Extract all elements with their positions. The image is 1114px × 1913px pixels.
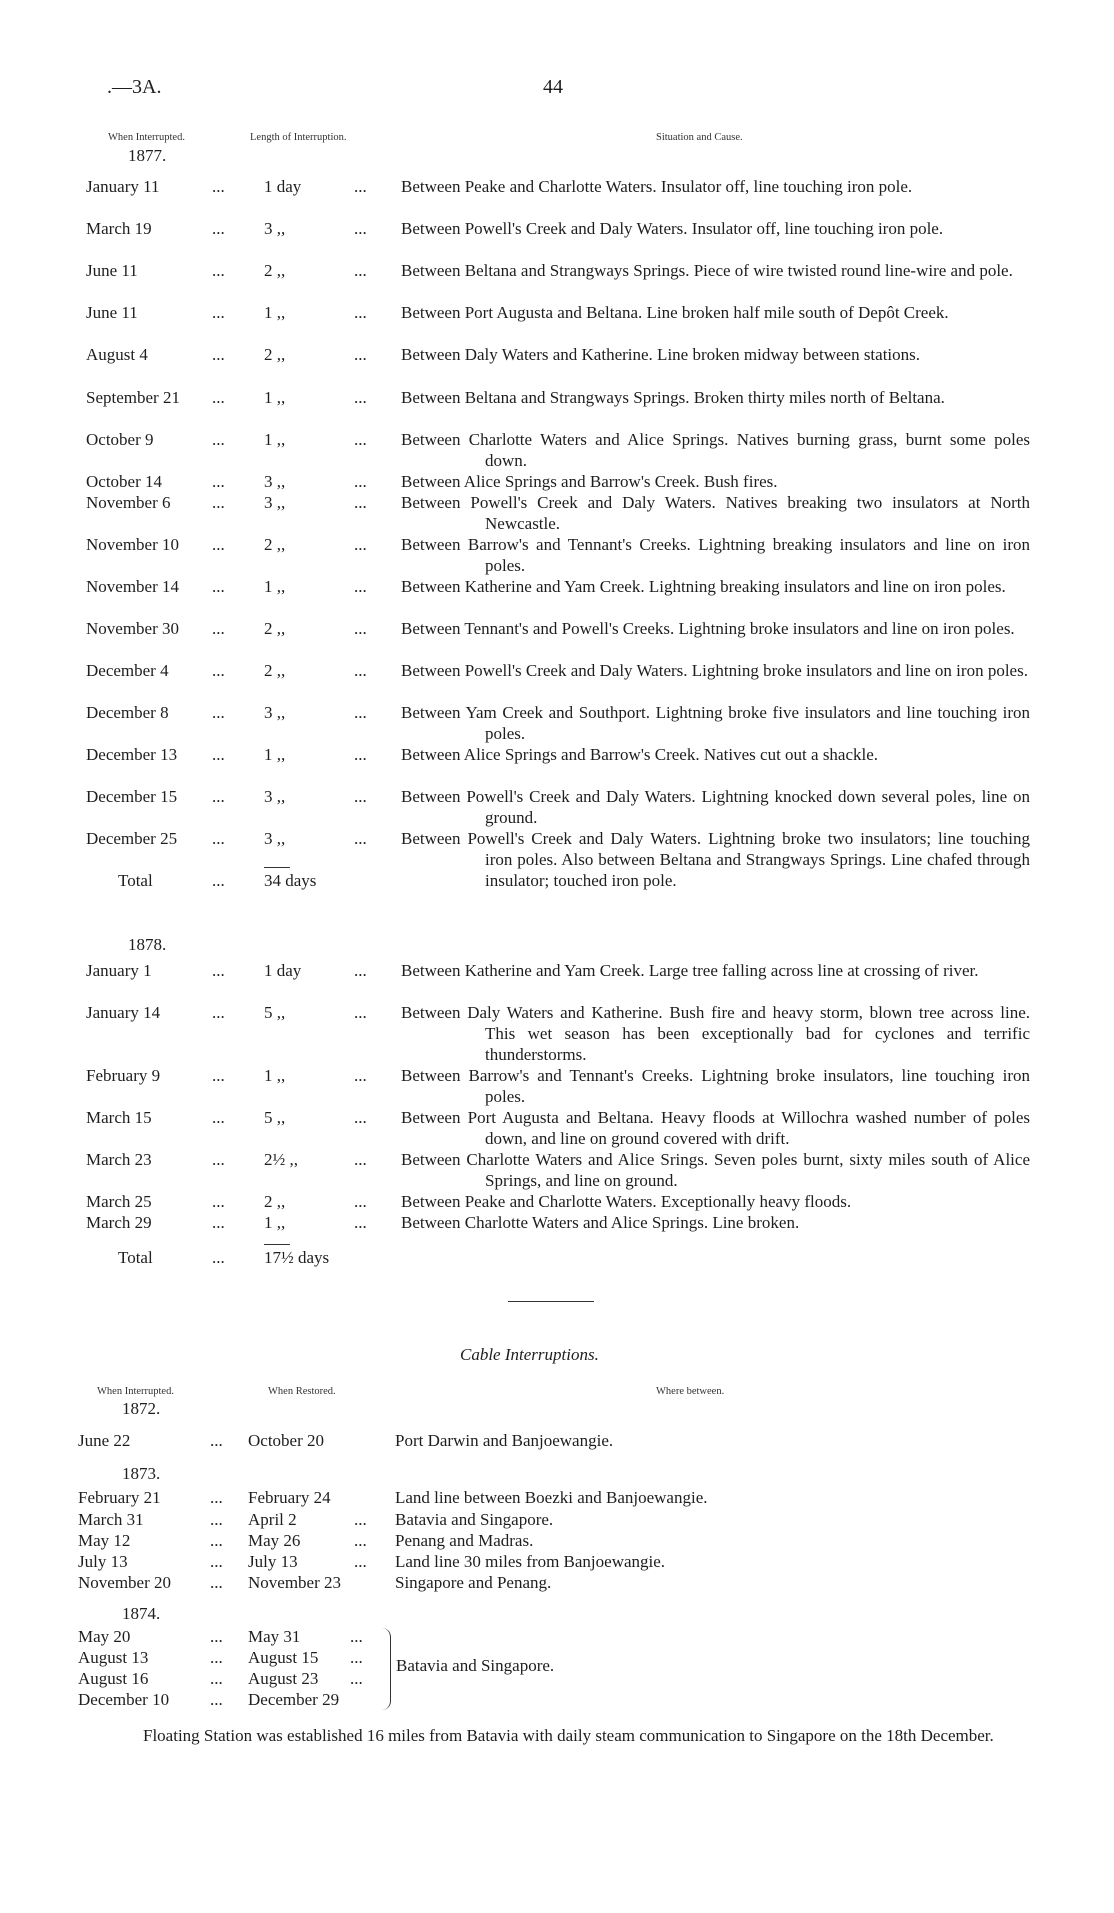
restored-date: May 31 — [248, 1627, 301, 1646]
table-row — [78, 1689, 340, 1710]
leader-dots: ... — [212, 661, 225, 680]
situation-cause: Between Powell's Creek and Daly Waters. Lightning broke insulators and line on iron poles. — [401, 661, 1028, 680]
leader-dots: ... — [354, 577, 367, 596]
situation-cause: Between Powell's Creek and Daly Waters. Insulator off, line touching iron pole. — [401, 219, 944, 238]
leader-dots: ... — [212, 1108, 225, 1127]
restored-date: July 13 — [248, 1552, 298, 1571]
leader-dots: ... — [354, 219, 367, 238]
table-row — [78, 1487, 708, 1508]
table-row — [86, 429, 1030, 471]
restored-date: December 29 — [248, 1690, 340, 1709]
table-row — [78, 1626, 363, 1647]
interrupted-date: February 21 — [78, 1488, 161, 1507]
leader-dots: ... — [354, 661, 367, 680]
situation-cause: Between Powell's Creek and Daly Waters. Lightning broke two insulators; line touching iron poles. Also between Beltana and Strangways Springs. Line chafed through insulator; touched iron pole. — [401, 829, 1030, 890]
interruption-length: 2 ,, — [264, 661, 286, 680]
table-row — [86, 260, 1030, 281]
leader-dots: ... — [354, 703, 367, 722]
leader-dots: ... — [212, 493, 225, 512]
interrupted-date: May 20 — [78, 1627, 131, 1646]
table-row — [86, 471, 1030, 492]
leader-dots: ... — [212, 1150, 225, 1169]
interruption-date: January 14 — [86, 1003, 161, 1022]
year-heading: 1874. — [122, 1604, 161, 1623]
leader-dots: ... — [354, 1192, 367, 1211]
interruption-length: 3 ,, — [264, 472, 286, 491]
situation-cause: Between Daly Waters and Katherine. Bush fire and heavy storm, blown tree across line. This wet season has been exceptionally bad for cyclones and terrific thunderstorms. — [401, 1003, 1030, 1064]
table-row — [86, 1107, 1030, 1149]
cable-header-where: Where between. — [656, 1386, 725, 1397]
leader-dots: ... — [354, 1510, 367, 1529]
total-rule — [264, 1244, 290, 1245]
restored-date: May 26 — [248, 1531, 301, 1550]
leader-dots: ... — [354, 1108, 367, 1127]
leader-dots: ... — [354, 177, 367, 196]
table-row — [86, 660, 1030, 681]
situation-cause: Between Daly Waters and Katherine. Line broken midway between stations. — [401, 345, 921, 364]
leader-dots: ... — [350, 1648, 363, 1667]
interruption-date: September 21 — [86, 388, 180, 407]
leader-dots: ... — [212, 303, 225, 322]
interrupted-date: August 13 — [78, 1648, 149, 1667]
leader-dots: ... — [354, 961, 367, 980]
interruption-date: March 25 — [86, 1192, 152, 1211]
where-between: Batavia and Singapore. — [395, 1510, 554, 1529]
interruption-length: 1 ,, — [264, 1066, 286, 1085]
restored-date: October 20 — [248, 1431, 325, 1450]
leader-dots: ... — [210, 1531, 223, 1550]
table-row — [86, 387, 1030, 408]
interrupted-date: March 31 — [78, 1510, 144, 1529]
table-row — [78, 1572, 552, 1593]
leader-dots: ... — [354, 261, 367, 280]
situation-cause: Between Beltana and Strangways Springs. Broken thirty miles north of Beltana. — [401, 388, 945, 407]
total-value: 17½ days — [264, 1248, 330, 1267]
leader-dots: ... — [212, 703, 225, 722]
interruption-length: 5 ,, — [264, 1108, 286, 1127]
table-row — [86, 960, 1030, 981]
table-row — [86, 618, 1030, 639]
interruption-length: 3 ,, — [264, 219, 286, 238]
situation-cause: Between Port Augusta and Beltana. Heavy floods at Willochra washed number of poles down, and line on ground covered with drift. — [401, 1108, 1030, 1148]
where-between: Land line between Boezki and Banjoewangie. — [395, 1488, 708, 1507]
situation-cause: Between Peake and Charlotte Waters. Exceptionally heavy floods. — [401, 1192, 852, 1211]
restored-date: August 15 — [248, 1648, 319, 1667]
leader-dots: ... — [212, 745, 225, 764]
situation-cause: Between Beltana and Strangways Springs. Piece of wire twisted round line-wire and pole. — [401, 261, 1013, 280]
leader-dots: ... — [212, 961, 225, 980]
leader-dots: ... — [210, 1690, 223, 1709]
interruption-date: June 11 — [86, 261, 138, 280]
leader-dots: ... — [212, 787, 225, 806]
interruption-date: January 11 — [86, 177, 160, 196]
interrupted-date: May 12 — [78, 1531, 131, 1550]
col-header-when: When Interrupted. — [108, 132, 185, 143]
table-row — [78, 1647, 363, 1668]
situation-cause: Between Alice Springs and Barrow's Creek. Bush fires. — [401, 472, 778, 491]
interruption-length: 1 ,, — [264, 303, 286, 322]
interruption-date: March 29 — [86, 1213, 152, 1232]
interruption-length: 3 ,, — [264, 493, 286, 512]
interruption-length: 3 ,, — [264, 787, 286, 806]
table-row — [86, 702, 1030, 744]
col-header-length: Length of Interruption. — [250, 132, 347, 143]
table-row — [86, 1191, 1030, 1212]
restored-date: August 23 — [248, 1669, 319, 1688]
interruption-length: 1 ,, — [264, 577, 286, 596]
table-row — [86, 576, 1030, 597]
leader-dots: ... — [354, 1066, 367, 1085]
interruption-date: October 14 — [86, 472, 163, 491]
interrupted-date: December 10 — [78, 1690, 170, 1709]
leader-dots: ... — [354, 493, 367, 512]
year-heading: 1873. — [122, 1464, 161, 1483]
cable-header-interrupted: When Interrupted. — [97, 1386, 174, 1397]
interruption-date: June 11 — [86, 303, 138, 322]
table-row — [86, 744, 1030, 765]
interruption-length: 2 ,, — [264, 619, 286, 638]
leader-dots: ... — [212, 177, 225, 196]
interruption-date: November 6 — [86, 493, 171, 512]
situation-cause: Between Peake and Charlotte Waters. Insulator off, line touching iron pole. — [401, 177, 913, 196]
leader-dots: ... — [212, 1248, 225, 1267]
table-row — [86, 1002, 1030, 1065]
leader-dots: ... — [354, 345, 367, 364]
interruption-date: December 25 — [86, 829, 178, 848]
total-value: 34 days — [264, 871, 317, 890]
cable-title: Cable Interruptions. — [460, 1345, 599, 1364]
situation-cause: Between Katherine and Yam Creek. Lightning breaking insulators and line on iron poles. — [401, 577, 1006, 596]
interruption-length: 2½ ,, — [264, 1150, 298, 1169]
cable-header-restored: When Restored. — [268, 1386, 336, 1397]
interruption-date: December 8 — [86, 703, 169, 722]
situation-cause: Between Tennant's and Powell's Creeks. Lightning broke insulators and line on iron poles. — [401, 619, 1015, 638]
leader-dots: ... — [354, 1552, 367, 1571]
interruption-length: 1 ,, — [264, 745, 286, 764]
leader-dots: ... — [210, 1431, 223, 1450]
year-heading: 1872. — [122, 1399, 161, 1418]
situation-cause: Between Powell's Creek and Daly Waters. Lightning knocked down several poles, line on ground. — [401, 787, 1030, 827]
table-row — [78, 1551, 666, 1572]
leader-dots: ... — [354, 829, 367, 848]
interruption-length: 1 ,, — [264, 388, 286, 407]
leader-dots: ... — [210, 1627, 223, 1646]
situation-cause: Between Yam Creek and Southport. Lightning broke five insulators and line touching iron poles. — [401, 703, 1030, 743]
leader-dots: ... — [354, 1150, 367, 1169]
interrupted-date: November 20 — [78, 1573, 172, 1592]
where-between: Land line 30 miles from Banjoewangie. — [395, 1552, 666, 1571]
table-row — [86, 1065, 1030, 1107]
situation-cause: Between Barrow's and Tennant's Creeks. Lightning broke insulators, line touching iron poles. — [401, 1066, 1030, 1106]
restored-date: April 2 — [248, 1510, 297, 1529]
interruption-length: 3 ,, — [264, 829, 286, 848]
table-row — [86, 1149, 1030, 1191]
restored-date: February 24 — [248, 1488, 331, 1507]
interruption-date: January 1 — [86, 961, 152, 980]
leader-dots: ... — [350, 1627, 363, 1646]
situation-cause: Between Charlotte Waters and Alice Springs. Natives burning grass, burnt some poles down. — [401, 430, 1030, 470]
total-label: Total — [118, 1248, 153, 1267]
table-row — [86, 828, 1030, 891]
interruption-date: December 15 — [86, 787, 178, 806]
table-row — [86, 344, 1030, 365]
footnote-line1 — [143, 1726, 1027, 1746]
interruption-length: 5 ,, — [264, 1003, 286, 1022]
leader-dots: ... — [212, 345, 225, 364]
leader-dots: ... — [354, 1213, 367, 1232]
situation-cause: Between Katherine and Yam Creek. Large tree falling across line at crossing of river. — [401, 961, 979, 980]
leader-dots: ... — [354, 619, 367, 638]
table-row — [78, 1430, 614, 1451]
table-row — [86, 218, 1030, 239]
where-between: Penang and Madras. — [395, 1531, 534, 1550]
interruption-length: 3 ,, — [264, 703, 286, 722]
footnote: Floating Station was established 16 miles from Batavia with daily steam communication to Singapore on the 18th December. — [143, 1726, 994, 1745]
leader-dots: ... — [212, 472, 225, 491]
leader-dots: ... — [212, 1213, 225, 1232]
interruption-length: 1 ,, — [264, 430, 286, 449]
interruption-date: December 13 — [86, 745, 178, 764]
situation-cause: Between Charlotte Waters and Alice Springs. Line broken. — [401, 1213, 800, 1232]
where-between: Batavia and Singapore. — [396, 1656, 555, 1675]
leader-dots: ... — [210, 1573, 223, 1592]
table-row — [86, 534, 1030, 576]
interruption-length: 1 ,, — [264, 1213, 286, 1232]
leader-dots: ... — [350, 1669, 363, 1688]
interruption-date: October 9 — [86, 430, 154, 449]
page-number: 44 — [543, 76, 563, 98]
leader-dots: ... — [212, 1066, 225, 1085]
total-label: Total — [118, 871, 153, 890]
leader-dots: ... — [354, 1531, 367, 1550]
leader-dots: ... — [212, 1192, 225, 1211]
where-between: Singapore and Penang. — [395, 1573, 552, 1592]
leader-dots: ... — [354, 303, 367, 322]
leader-dots: ... — [212, 219, 225, 238]
interruption-date: November 30 — [86, 619, 180, 638]
leader-dots: ... — [212, 261, 225, 280]
where-between: Port Darwin and Banjoewangie. — [395, 1431, 614, 1450]
interrupted-date: August 16 — [78, 1669, 149, 1688]
situation-cause: Between Charlotte Waters and Alice Srings. Seven poles burnt, sixty miles south of Alice Springs, and line on ground. — [401, 1150, 1030, 1190]
leader-dots: ... — [212, 388, 225, 407]
table-row — [78, 1668, 363, 1689]
interruption-date: March 19 — [86, 219, 152, 238]
leader-dots: ... — [210, 1488, 223, 1507]
situation-cause: Between Alice Springs and Barrow's Creek. Natives cut out a shackle. — [401, 745, 879, 764]
leader-dots: ... — [210, 1669, 223, 1688]
leader-dots: ... — [212, 577, 225, 596]
interruption-length: 1 day — [264, 961, 302, 980]
interruption-date: March 23 — [86, 1150, 152, 1169]
interruption-date: February 9 — [86, 1066, 161, 1085]
table-row — [86, 176, 1030, 197]
leader-dots: ... — [354, 388, 367, 407]
interruption-date: August 4 — [86, 345, 148, 364]
col-header-situation: Situation and Cause. — [656, 132, 743, 143]
section-label: .—3A. — [107, 76, 162, 98]
interruption-date: November 14 — [86, 577, 180, 596]
interruption-length: 2 ,, — [264, 261, 286, 280]
table-row — [86, 492, 1030, 534]
situation-cause: Between Barrow's and Tennant's Creeks. Lightning breaking insulators and line on iron poles. — [401, 535, 1030, 575]
year-heading: 1877. — [128, 146, 167, 165]
brace-icon — [382, 1628, 391, 1710]
interruption-length: 2 ,, — [264, 1192, 286, 1211]
situation-cause: Between Powell's Creek and Daly Waters. Natives breaking two insulators at North Newcastle. — [401, 493, 1030, 533]
restored-date: November 23 — [248, 1573, 342, 1592]
leader-dots: ... — [354, 472, 367, 491]
leader-dots: ... — [354, 1003, 367, 1022]
leader-dots: ... — [210, 1510, 223, 1529]
year-heading: 1878. — [128, 935, 167, 954]
leader-dots: ... — [354, 787, 367, 806]
leader-dots: ... — [212, 430, 225, 449]
table-row — [86, 302, 1030, 323]
table-row — [86, 1212, 1030, 1233]
interrupted-date: July 13 — [78, 1552, 128, 1571]
interruption-date: March 15 — [86, 1108, 152, 1127]
table-row — [86, 786, 1030, 828]
interruption-length: 2 ,, — [264, 535, 286, 554]
leader-dots: ... — [212, 535, 225, 554]
interruption-length: 1 day — [264, 177, 302, 196]
leader-dots: ... — [212, 619, 225, 638]
section-divider — [508, 1301, 594, 1302]
table-row — [78, 1530, 534, 1551]
leader-dots: ... — [212, 1003, 225, 1022]
leader-dots: ... — [210, 1552, 223, 1571]
leader-dots: ... — [354, 430, 367, 449]
interruption-date: December 4 — [86, 661, 169, 680]
leader-dots: ... — [210, 1648, 223, 1667]
leader-dots: ... — [354, 745, 367, 764]
total-rule — [264, 867, 290, 868]
interruption-date: November 10 — [86, 535, 180, 554]
leader-dots: ... — [212, 871, 225, 890]
leader-dots: ... — [354, 535, 367, 554]
table-row — [78, 1509, 554, 1530]
situation-cause: Between Port Augusta and Beltana. Line broken half mile south of Depôt Creek. — [401, 303, 949, 322]
interrupted-date: June 22 — [78, 1431, 131, 1450]
leader-dots: ... — [212, 829, 225, 848]
interruption-length: 2 ,, — [264, 345, 286, 364]
